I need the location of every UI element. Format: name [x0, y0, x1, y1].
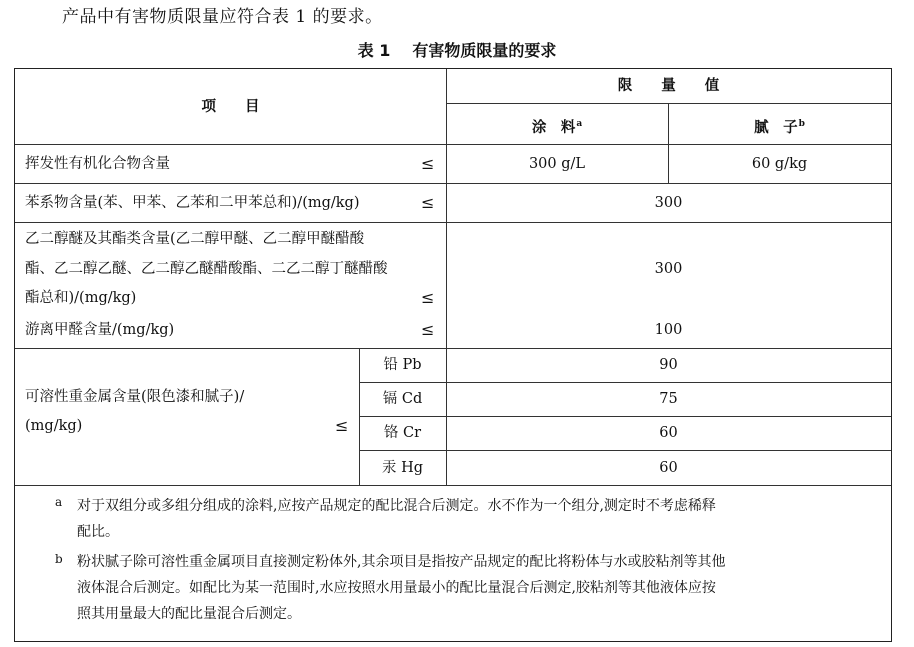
metal-value-cr: 60: [659, 425, 678, 441]
row-voc-putty-value: 60 g/kg: [751, 156, 808, 172]
rule-metal3-bottom: [359, 450, 891, 451]
footnote-ref-b: b: [798, 119, 805, 129]
row-voc-le: ≤: [421, 154, 435, 173]
header-putty-label: 腻 子: [754, 118, 798, 136]
row-glycol-value: 300: [654, 261, 683, 277]
footnote-b-line2: 液体混合后测定。如配比为某一范围时,水应按照水用量最小的配比量混合后测定,胶粘剂等其他液体应按: [77, 580, 716, 596]
footnote-b-line1: 粉状腻子除可溶性重金属项目直接测定粉体外,其余项目是指按产品规定的配比将粉体与水或胶粘剂等其他: [77, 554, 726, 570]
table-caption: [0, 38, 914, 61]
row-glycol-le: ≤: [421, 288, 435, 307]
row-formaldehyde-value: 100: [654, 322, 683, 338]
metal-name-hg: 汞 Hg: [381, 460, 424, 476]
rule-row2-bottom: [15, 222, 891, 223]
row-glycol-label-line1: 乙二醇醚及其酯类含量(乙二醇甲醚、乙二醇甲醚醋酸: [25, 231, 365, 247]
rule-row1-bottom: [15, 183, 891, 184]
row-benzene-value: 300: [654, 195, 683, 211]
row-glycol-label-line3: 酯总和)/(mg/kg): [25, 290, 137, 306]
table-number: 表 1: [357, 41, 391, 60]
header-coating-label: 涂 料: [531, 118, 576, 136]
footnote-b-mark: b: [55, 552, 63, 566]
limits-table: [14, 68, 892, 642]
row-benzene-label: 苯系物含量(苯、甲苯、乙苯和二甲苯总和)/(mg/kg): [25, 195, 360, 211]
metals-label-line2: (mg/kg): [25, 418, 83, 434]
row-formaldehyde-label: 游离甲醛含量/(mg/kg): [25, 322, 175, 338]
footnote-a-line2: 配比。: [77, 524, 119, 540]
metals-le: ≤: [335, 416, 349, 435]
intro-text: 产品中有害物质限量应符合表 1 的要求。: [62, 7, 383, 27]
footnote-ref-a: a: [576, 119, 583, 129]
row-glycol-label-line2: 酯、乙二醇乙醚、乙二醇乙醚醋酸酯、二乙二醇丁醚醋酸: [25, 261, 388, 277]
row-formaldehyde-le: ≤: [421, 320, 435, 339]
rule-row4-bottom: [15, 348, 891, 349]
header-putty: [668, 114, 891, 138]
rule-header-bottom: [15, 144, 891, 145]
footnote-a-line1: 对于双组分或多组分组成的涂料,应按产品规定的配比混合后测定。水不作为一个组分,测定时不考虑稀释: [77, 498, 716, 514]
footnote-a-mark: a: [55, 495, 63, 509]
header-coating: [446, 114, 668, 138]
metal-name-pb: 铅 Pb: [383, 357, 422, 373]
row-voc-label: 挥发性有机化合物含量: [25, 156, 170, 172]
rule-metal2-bottom: [359, 416, 891, 417]
rule-table-body-bottom: [15, 485, 891, 486]
footnote-b-line3: 照其用量最大的配比量混合后测定。: [77, 606, 301, 622]
rule-metal1-bottom: [359, 382, 891, 383]
metal-value-hg: 60: [659, 460, 678, 476]
header-limit: 限 量 值: [617, 77, 720, 94]
metal-name-cd: 镉 Cd: [382, 391, 423, 407]
metal-value-pb: 90: [659, 357, 678, 373]
metal-value-cd: 75: [659, 391, 678, 407]
header-item: 项 目: [201, 98, 260, 115]
row-voc-coating-value: 300 g/L: [528, 156, 586, 172]
table-title: 有害物质限量的要求: [412, 41, 557, 60]
metals-label-line1: 可溶性重金属含量(限色漆和腻子)/: [25, 389, 245, 405]
row-benzene-le: ≤: [421, 193, 435, 212]
metal-name-cr: 铬 Cr: [383, 425, 422, 441]
